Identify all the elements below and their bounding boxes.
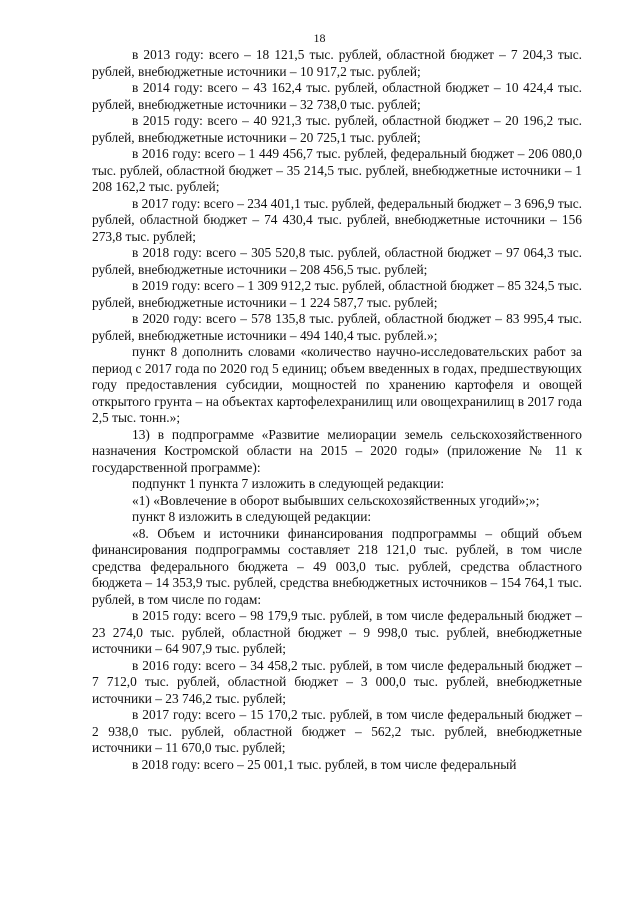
paragraph-funding-2016: в 2016 году: всего – 1 449 456,7 тыс. рублей, федеральный бюджет – 206 080,0 тыс. рублей, областной бюджет – 35 214,5 тыс. рублей, внебюджетные источники – 1 208 162,2 тыс. рублей; xyxy=(92,146,582,194)
paragraph-funding-2019: в 2019 году: всего – 1 309 912,2 тыс. рублей, областной бюджет – 85 324,5 тыс. рублей, внебюджетные источники – 1 224 587,7 тыс. рублей; xyxy=(92,278,582,310)
paragraph-subprogram-13: 13) в подпрограмме «Развитие мелиорации земель сельскохозяйственного назначения Костромской области на 2015 – 2020 годы» (приложение № 11 к государственной программе): xyxy=(92,426,582,475)
paragraph-melioration-2017: в 2017 году: всего – 15 170,2 тыс. рублей, в том числе федеральный бюджет – 2 938,0 тыс. рублей, областной бюджет – 562,2 тыс. рублей, внебюджетные источники – 11 670,0 тыс. рублей; xyxy=(92,707,582,755)
document-body xyxy=(92,47,582,773)
paragraph-subitem-1-text: «1) «Вовлечение в оборот выбывших сельскохозяйственных угодий»;»; xyxy=(132,492,540,508)
paragraph-item-8-instruction: пункт 8 изложить в следующей редакции: xyxy=(132,509,372,524)
paragraph-funding-2014: в 2014 году: всего – 43 162,4 тыс. рублей, областной бюджет – 10 424,4 тыс. рублей, внебюджетные источники – 32 738,0 тыс. рублей; xyxy=(92,80,582,112)
page-number: 18 xyxy=(313,31,326,45)
paragraph-item-8-addition: пункт 8 дополнить словами «количество научно-исследовательских работ за период с 2017 года по 2020 год 5 единиц; объем введенных в годах, предшествующих году предоставления субсидии, мощностей по хранению картофеля и овощей открытого грунта – на объектах картофелехранилищ или овощехранилищ в 2017 года 2,5 тыс. тонн.»; xyxy=(92,344,582,425)
paragraph-subitem-1-instruction: подпункт 1 пункта 7 изложить в следующей редакции: xyxy=(132,476,445,491)
paragraph-funding-2013: в 2013 году: всего – 18 121,5 тыс. рублей, областной бюджет – 7 204,3 тыс. рублей, внебюджетные источники – 10 917,2 тыс. рублей; xyxy=(92,47,582,79)
paragraph-melioration-2015: в 2015 году: всего – 98 179,9 тыс. рублей, в том числе федеральный бюджет – 23 274,0 тыс. рублей, областной бюджет – 9 998,0 тыс. рублей, внебюджетные источники – 64 907,9 тыс. рублей; xyxy=(92,608,582,656)
paragraph-item-8-text: «8. Объем и источники финансирования подпрограммы – общий объем финансирования подпрограммы составляет 218 121,0 тыс. рублей, в том числе средства федерального бюджета – 49 003,0 тыс. рублей, средства областного бюджета – 14 353,9 тыс. рублей, средства внебюджетных источников – 154 764,1 тыс. рублей, в том числе по годам: xyxy=(92,525,582,607)
paragraph-funding-2015: в 2015 году: всего – 40 921,3 тыс. рублей, областной бюджет – 20 196,2 тыс. рублей, внебюджетные источники – 20 725,1 тыс. рублей; xyxy=(92,113,582,145)
paragraph-funding-2020: в 2020 году: всего – 578 135,8 тыс. рублей, областной бюджет – 83 995,4 тыс. рублей, внебюджетные источники – 494 140,4 тыс. рублей.»; xyxy=(92,311,582,343)
paragraph-melioration-2018: в 2018 году: всего – 25 001,1 тыс. рублей, в том числе федеральный xyxy=(132,756,517,772)
paragraph-funding-2017: в 2017 году: всего – 234 401,1 тыс. рублей, федеральный бюджет – 3 696,9 тыс. рублей, областной бюджет – 74 430,4 тыс. рублей, внебюджетные источники – 156 273,8 тыс. рублей; xyxy=(92,195,582,244)
paragraph-funding-2018: в 2018 году: всего – 305 520,8 тыс. рублей, областной бюджет – 97 064,3 тыс. рублей, внебюджетные источники – 208 456,5 тыс. рублей; xyxy=(92,245,582,277)
paragraph-melioration-2016: в 2016 году: всего – 34 458,2 тыс. рублей, в том числе федеральный бюджет – 7 712,0 тыс. рублей, областной бюджет – 3 000,0 тыс. рублей, внебюджетные источники – 23 746,2 тыс. рублей; xyxy=(92,657,582,706)
